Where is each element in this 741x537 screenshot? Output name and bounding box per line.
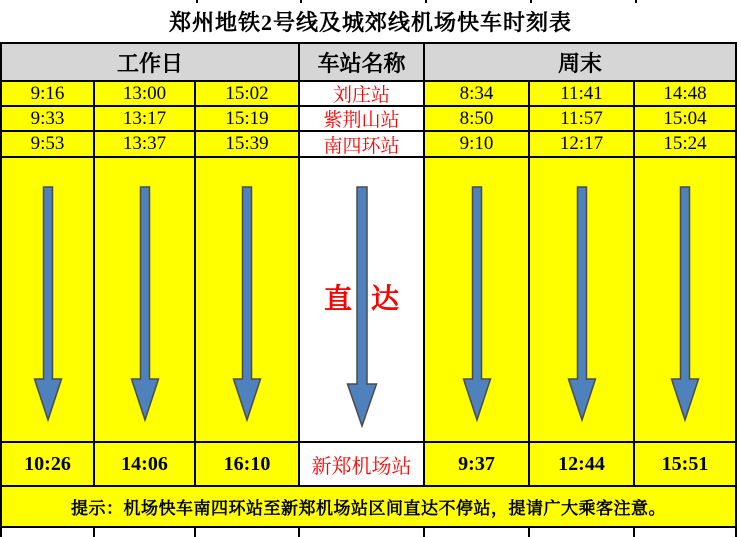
weekday-time-cell: 15:39 <box>196 132 300 158</box>
timetable-grid <box>0 42 739 537</box>
weekday-time-cell: 15:02 <box>196 82 300 107</box>
arrow-cell <box>196 158 300 443</box>
empty-cell <box>300 528 425 537</box>
station-name-cell: 新郑机场站 <box>300 443 425 487</box>
arrow-cell <box>425 158 530 443</box>
weekday-time-cell: 13:17 <box>95 107 196 132</box>
weekend-time-cell: 12:17 <box>530 132 635 158</box>
weekend-time-cell: 9:37 <box>425 443 530 487</box>
weekday-time-cell: 9:33 <box>0 107 95 132</box>
column-border-tick <box>530 0 532 3</box>
weekday-time-cell: 9:53 <box>0 132 95 158</box>
down-arrow-icon <box>668 186 702 422</box>
table-row <box>0 107 739 132</box>
cropped-next-row <box>0 528 739 537</box>
empty-cell <box>196 528 300 537</box>
down-arrow-icon <box>460 186 494 422</box>
column-border-tick <box>300 0 302 3</box>
table-row <box>0 132 739 158</box>
empty-cell <box>635 528 737 537</box>
arrow-cell <box>530 158 635 443</box>
weekday-time-cell: 13:37 <box>95 132 196 158</box>
weekend-time-cell: 8:34 <box>425 82 530 107</box>
column-border-tick <box>425 0 427 3</box>
empty-cell <box>0 528 95 537</box>
notice-row <box>0 487 739 528</box>
weekday-time-cell: 14:06 <box>95 443 196 487</box>
weekend-time-cell: 11:57 <box>530 107 635 132</box>
weekday-time-cell: 9:16 <box>0 82 95 107</box>
weekend-time-cell: 8:50 <box>425 107 530 132</box>
arrow-cell <box>635 158 737 443</box>
down-arrow-icon <box>565 186 599 422</box>
weekend-time-cell: 9:10 <box>425 132 530 158</box>
notice-text: 提示：机场快车南四环站至新郑机场站区间直达不停站，提请广大乘客注意。 <box>0 487 737 528</box>
column-border-tick <box>635 0 637 3</box>
empty-cell <box>530 528 635 537</box>
weekend-time-cell: 11:41 <box>530 82 635 107</box>
header-station-name: 车站名称 <box>300 42 425 82</box>
terminal-row <box>0 443 739 487</box>
header-weekday: 工作日 <box>0 42 300 82</box>
direct-label-right: 达 <box>370 283 399 315</box>
direct-cell <box>300 158 425 443</box>
weekend-time-cell: 12:44 <box>530 443 635 487</box>
weekday-time-cell: 10:26 <box>0 443 95 487</box>
title-row <box>0 0 741 42</box>
empty-cell <box>425 528 530 537</box>
header-row <box>0 42 739 82</box>
direct-label-left: 直 <box>324 283 353 315</box>
down-arrow-icon <box>31 186 65 422</box>
weekday-time-cell: 16:10 <box>196 443 300 487</box>
weekday-time-cell: 13:00 <box>95 82 196 107</box>
direct-section-row <box>0 158 739 443</box>
table-row <box>0 82 739 107</box>
empty-cell <box>95 528 196 537</box>
column-border-tick <box>196 0 198 3</box>
station-name-cell: 紫荆山站 <box>300 107 425 132</box>
down-arrow-icon <box>128 186 162 422</box>
weekend-time-cell: 15:04 <box>635 107 737 132</box>
page-title: 郑州地铁2号线及城郊线机场快车时刻表 <box>168 9 572 35</box>
weekend-time-cell: 15:51 <box>635 443 737 487</box>
down-arrow-icon <box>230 186 264 422</box>
weekday-time-cell: 15:19 <box>196 107 300 132</box>
station-name-cell: 刘庄站 <box>300 82 425 107</box>
arrow-cell <box>95 158 196 443</box>
weekend-time-cell: 15:24 <box>635 132 737 158</box>
arrow-cell <box>0 158 95 443</box>
station-name-cell: 南四环站 <box>300 132 425 158</box>
header-weekend: 周末 <box>425 42 737 82</box>
weekend-time-cell: 14:48 <box>635 82 737 107</box>
